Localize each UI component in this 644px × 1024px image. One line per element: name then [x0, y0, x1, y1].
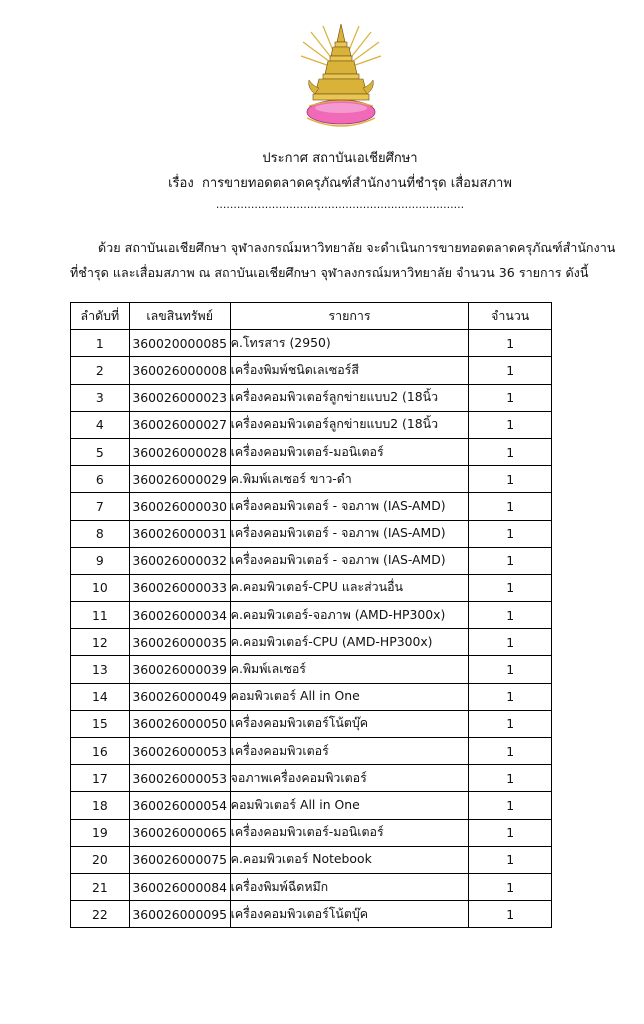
row-asset-cell: 360026000035 — [129, 629, 230, 656]
row-asset-cell: 360026000008 — [129, 357, 230, 384]
row-item-cell: คอมพิวเตอร์ All in One — [230, 792, 469, 819]
subject-text: การขายทอดตลาดครุภัณฑ์สำนักงานที่ชำรุด เสื่อมสภาพ — [201, 176, 512, 191]
row-quantity-cell: 1 — [469, 656, 552, 683]
row-item-cell: เครื่องพิมพ์ฉีดหมึก — [230, 873, 469, 900]
table-row — [71, 357, 552, 384]
table-row — [71, 792, 552, 819]
row-asset-cell: 360026000028 — [129, 438, 230, 465]
row-item-cell: ค.พิมพ์เลเซอร์ — [230, 656, 469, 683]
row-item-cell: เครื่องคอมพิวเตอร์ลูกข่ายแบบ2 (18นิ้ว — [230, 411, 469, 438]
row-item-cell: ค.โทรสาร (2950) — [230, 330, 469, 357]
row-order-cell: 1 — [71, 330, 130, 357]
row-item-cell: เครื่องคอมพิวเตอร์ — [230, 738, 469, 765]
announcement-title: ประกาศ สถาบันเอเชียศึกษา — [262, 151, 418, 166]
row-quantity-cell: 1 — [469, 765, 552, 792]
row-item-cell: ค.พิมพ์เลเซอร์ ขาว-ดำ — [230, 466, 469, 493]
table-row — [71, 520, 552, 547]
row-order-cell: 6 — [71, 466, 130, 493]
row-order-cell: 7 — [71, 493, 130, 520]
row-item-cell: เครื่องคอมพิวเตอร์ - จอภาพ (IAS-AMD) — [230, 547, 469, 574]
row-quantity-cell: 1 — [469, 357, 552, 384]
row-order-cell: 22 — [71, 901, 130, 928]
row-order-cell: 13 — [71, 656, 130, 683]
row-quantity-cell: 1 — [469, 438, 552, 465]
row-asset-cell: 360020000085 — [129, 330, 230, 357]
row-quantity-cell: 1 — [469, 411, 552, 438]
header-order: ลำดับที่ — [71, 303, 130, 330]
announcement-subject — [0, 175, 644, 193]
asset-table — [70, 302, 552, 928]
row-asset-cell: 360026000030 — [129, 493, 230, 520]
row-order-cell: 12 — [71, 629, 130, 656]
row-order-cell: 17 — [71, 765, 130, 792]
row-order-cell: 5 — [71, 438, 130, 465]
header-quantity: จำนวน — [469, 303, 552, 330]
row-quantity-cell: 1 — [469, 738, 552, 765]
row-order-cell: 9 — [71, 547, 130, 574]
table-row — [71, 330, 552, 357]
row-quantity-cell: 1 — [469, 330, 552, 357]
row-asset-cell: 360026000095 — [129, 901, 230, 928]
row-item-cell: ค.คอมพิวเตอร์-จอภาพ (AMD-HP300x) — [230, 602, 469, 629]
row-item-cell: เครื่องพิมพ์ชนิดเลเซอร์สี — [230, 357, 469, 384]
row-order-cell: 14 — [71, 683, 130, 710]
table-row — [71, 901, 552, 928]
row-item-cell: เครื่องคอมพิวเตอร์-มอนิเตอร์ — [230, 819, 469, 846]
row-asset-cell: 360026000065 — [129, 819, 230, 846]
table-row — [71, 873, 552, 900]
row-quantity-cell: 1 — [469, 792, 552, 819]
table-row — [71, 384, 552, 411]
row-quantity-cell: 1 — [469, 493, 552, 520]
row-asset-cell: 360026000027 — [129, 411, 230, 438]
row-order-cell: 15 — [71, 710, 130, 737]
row-item-cell: เครื่องคอมพิวเตอร์ - จอภาพ (IAS-AMD) — [230, 520, 469, 547]
intro-paragraph-line2: ที่ชำรุด และเสื่อมสภาพ ณ สถาบันเอเชียศึกษา จุฬาลงกรณ์มหาวิทยาลัย จำนวน 36 รายการ ดังนี้ — [70, 265, 589, 280]
row-asset-cell: 360026000031 — [129, 520, 230, 547]
header-asset-number: เลขสินทรัพย์ — [129, 303, 230, 330]
row-order-cell: 18 — [71, 792, 130, 819]
table-row — [71, 438, 552, 465]
chulalongkorn-seal-logo — [299, 22, 383, 134]
intro-paragraph-line1: ด้วย สถาบันเอเชียศึกษา จุฬาลงกรณ์มหาวิทยาลัย จะดำเนินการขายทอดตลาดครุภัณฑ์สำนักงาน — [98, 240, 616, 255]
row-order-cell: 8 — [71, 520, 130, 547]
row-item-cell: เครื่องคอมพิวเตอร์-มอนิเตอร์ — [230, 438, 469, 465]
row-quantity-cell: 1 — [469, 602, 552, 629]
row-quantity-cell: 1 — [469, 629, 552, 656]
row-asset-cell: 360026000053 — [129, 738, 230, 765]
row-asset-cell: 360026000034 — [129, 602, 230, 629]
row-quantity-cell: 1 — [469, 547, 552, 574]
row-asset-cell: 360026000054 — [129, 792, 230, 819]
row-order-cell: 10 — [71, 574, 130, 601]
row-asset-cell: 360026000033 — [129, 574, 230, 601]
separator-dots: ....................................................................... — [215, 198, 465, 211]
table-row — [71, 738, 552, 765]
table-row — [71, 493, 552, 520]
row-quantity-cell: 1 — [469, 683, 552, 710]
subject-label: เรื่อง — [168, 176, 194, 191]
table-row — [71, 846, 552, 873]
row-order-cell: 21 — [71, 873, 130, 900]
header-item: รายการ — [230, 303, 469, 330]
table-row — [71, 683, 552, 710]
row-item-cell: ค.คอมพิวเตอร์-CPU (AMD-HP300x) — [230, 629, 469, 656]
row-quantity-cell: 1 — [469, 819, 552, 846]
row-quantity-cell: 1 — [469, 873, 552, 900]
table-row — [71, 411, 552, 438]
row-asset-cell: 360026000023 — [129, 384, 230, 411]
row-quantity-cell: 1 — [469, 901, 552, 928]
row-order-cell: 16 — [71, 738, 130, 765]
row-quantity-cell: 1 — [469, 520, 552, 547]
row-order-cell: 20 — [71, 846, 130, 873]
table-row — [71, 710, 552, 737]
row-asset-cell: 360026000039 — [129, 656, 230, 683]
table-row — [71, 574, 552, 601]
table-body — [71, 330, 552, 928]
row-asset-cell: 360026000050 — [129, 710, 230, 737]
row-order-cell: 11 — [71, 602, 130, 629]
row-item-cell: เครื่องคอมพิวเตอร์ - จอภาพ (IAS-AMD) — [230, 493, 469, 520]
row-item-cell: เครื่องคอมพิวเตอร์ลูกข่ายแบบ2 (18นิ้ว — [230, 384, 469, 411]
row-item-cell: เครื่องคอมพิวเตอร์โน้ตบุ๊ค — [230, 710, 469, 737]
row-quantity-cell: 1 — [469, 466, 552, 493]
row-asset-cell: 360026000075 — [129, 846, 230, 873]
table-row — [71, 602, 552, 629]
table-row — [71, 629, 552, 656]
table-row — [71, 466, 552, 493]
row-asset-cell: 360026000032 — [129, 547, 230, 574]
row-quantity-cell: 1 — [469, 384, 552, 411]
row-order-cell: 3 — [71, 384, 130, 411]
row-asset-cell: 360026000049 — [129, 683, 230, 710]
row-item-cell: ค.คอมพิวเตอร์ Notebook — [230, 846, 469, 873]
table-row — [71, 656, 552, 683]
row-item-cell: เครื่องคอมพิวเตอร์โน้ตบุ๊ค — [230, 901, 469, 928]
row-asset-cell: 360026000084 — [129, 873, 230, 900]
row-quantity-cell: 1 — [469, 710, 552, 737]
row-item-cell: จอภาพเครื่องคอมพิวเตอร์ — [230, 765, 469, 792]
row-asset-cell: 360026000053 — [129, 765, 230, 792]
row-asset-cell: 360026000029 — [129, 466, 230, 493]
table-row — [71, 765, 552, 792]
row-order-cell: 4 — [71, 411, 130, 438]
table-header-row — [71, 303, 552, 330]
row-order-cell: 2 — [71, 357, 130, 384]
row-quantity-cell: 1 — [469, 846, 552, 873]
table-row — [71, 547, 552, 574]
table-row — [71, 819, 552, 846]
row-item-cell: คอมพิวเตอร์ All in One — [230, 683, 469, 710]
row-quantity-cell: 1 — [469, 574, 552, 601]
row-order-cell: 19 — [71, 819, 130, 846]
row-item-cell: ค.คอมพิวเตอร์-CPU และส่วนอื่น — [230, 574, 469, 601]
